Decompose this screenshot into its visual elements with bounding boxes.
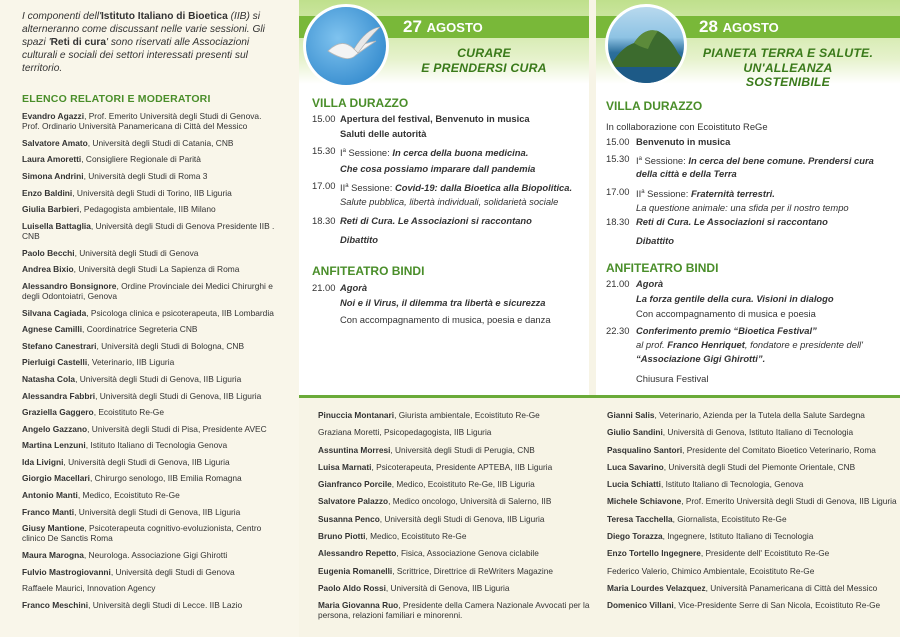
relatore-item xyxy=(318,410,599,420)
relatore-name: Natasha Cola xyxy=(22,373,76,384)
relatore-item xyxy=(318,583,599,593)
relatore-desc: , Presidente della Camera Nazionale Avvocati per la persona, relazioni familiari e minorenni. xyxy=(318,600,590,621)
relatore-desc: , Coordinatrice Segreteria CNB xyxy=(82,324,198,335)
relatore-desc: , Università Panamericana di Città del Messico xyxy=(705,582,878,593)
relatore-item xyxy=(22,281,281,301)
relatori-title: ELENCO RELATORI E MODERATORI xyxy=(22,93,211,105)
relatore-name: Silvana Cagiada xyxy=(22,307,87,318)
relatore-desc: , Università degli Studi di Genova, IIB Liguria xyxy=(75,373,242,384)
relatore-name: Simona Andrini xyxy=(22,170,84,181)
relatore-desc: , Presidente dell' Ecoistituto Re-Ge xyxy=(700,548,830,559)
relatore-item xyxy=(22,341,281,351)
relatore-name: Diego Torazza xyxy=(607,531,663,542)
relatore-desc: , Università degli Studi di Genova Presidente IIB . CNB xyxy=(22,220,275,241)
relatore-name: Michele Schiavone xyxy=(607,496,682,507)
relatore-desc: , Fisica, Associazione Genova ciclabile xyxy=(396,548,539,559)
relatore-desc: , Università degli Studi La Sapienza di Roma xyxy=(73,264,240,275)
relatore-name: Alessandra Fabbri xyxy=(22,390,96,401)
relatore-name: Luisella Battaglia xyxy=(22,220,91,231)
relatore-desc: , Università degli Studi di Torino, IIB Liguria xyxy=(72,187,232,198)
relatore-name: Graziella Gaggero xyxy=(22,407,94,418)
relatore-item xyxy=(22,188,281,198)
relatore-item xyxy=(22,138,281,148)
relatore-desc: Federico Valerio, Chimico Ambientale, Ecoistituto Re-Ge xyxy=(607,565,815,576)
relatore-item xyxy=(318,462,599,472)
relatore-name: Salvatore Palazzo xyxy=(318,496,389,507)
relatore-item xyxy=(22,221,281,241)
day1-panel: 27 AGOSTO CURARE E PRENDERSI CURA VILLA DURAZZO 15.00 Apertura del festival, Benvenuto in musica Saluti delle autorità 15.30 $I^a$ Sessione: In cerca della buona medicina. Che cosa possiamo imparare dall pandemia 17.00 $II^a$ Sessione: Covid-19: dalla Bioetica alla Biopolitica. Salute pubblica, libertà individuali, solidarietà sociale 18.30 Reti di Cura. Le Associazioni si raccontano Dibattito ANFITEATRO BINDI 21.00 Agorà Noi e il Virus, il dilemma tra libertà e sicurezza Con accompagnamento di musica, poesia e danza xyxy=(299,0,589,395)
relatore-item xyxy=(22,324,281,334)
relatore-name: Martina Lenzuni xyxy=(22,440,86,451)
relatore-item xyxy=(607,600,897,610)
relatore-name: Luca Savarino xyxy=(607,461,664,472)
relatore-desc: , Università degli Studi di Lecce. IIB Lazio xyxy=(88,599,243,610)
relatori-list-right xyxy=(607,410,897,618)
relatore-name: Franco Manti xyxy=(22,506,75,517)
relatore-item xyxy=(318,600,599,620)
relatore-desc: , Università degli Studi di Genova xyxy=(110,566,235,577)
relatore-name: Laura Amoretti xyxy=(22,154,82,165)
relatore-item xyxy=(607,445,897,455)
relatore-desc: , Istituto Italiano di Tecnologia, Genova xyxy=(660,479,804,490)
relatore-item xyxy=(22,248,281,258)
relatore-item xyxy=(22,440,281,450)
relatore-name: Enzo Baldini xyxy=(22,187,73,198)
relatore-name: Giulio Sandini xyxy=(607,427,663,438)
relatore-desc: , Giornalista, Ecoistituto Re-Ge xyxy=(672,513,787,524)
relatore-name: Ida Livigni xyxy=(22,456,64,467)
relatore-item xyxy=(318,548,599,558)
relatori-list-middle xyxy=(318,410,599,628)
relatore-item xyxy=(22,600,281,610)
seagull-photo xyxy=(303,4,389,88)
relatore-desc: , Scrittrice, Direttrice di ReWriters Magazine xyxy=(392,565,553,576)
relatore-name: Pierluigi Castelli xyxy=(22,357,88,368)
relatore-desc: , Università degli Studi di Perugia, CNB xyxy=(390,444,535,455)
relatore-item xyxy=(22,457,281,467)
day1-date: 27 AGOSTO xyxy=(403,17,483,36)
day1-title: CURARE E PRENDERSI CURA xyxy=(421,46,547,75)
relatore-name: Enzo Tortello Ingegnere xyxy=(607,548,701,559)
day2-date: 28 AGOSTO xyxy=(699,17,779,36)
relatore-desc: , Università degli Studi del Piemonte Orientale, CNB xyxy=(663,461,856,472)
relatore-item xyxy=(607,496,897,506)
relatore-item xyxy=(607,479,897,489)
day2-title: PIANETA TERRA E SALUTE. UN'ALLEANZA SOSTENIBILE xyxy=(702,46,874,89)
relatore-item xyxy=(22,550,281,560)
day2-venue-durazzo: VILLA DURAZZO xyxy=(606,99,703,113)
relatore-desc: , Vice-Presidente Serre di San Nicola, Ecoistituto Re-Ge xyxy=(673,600,881,611)
relatore-desc: , Università degli Studi di Genova, IIB Liguria xyxy=(95,390,262,401)
relatore-name: Domenico Villani xyxy=(607,600,674,611)
relatore-desc: , Ecoistituto Re-Ge xyxy=(93,407,164,418)
day2-collab: In collaborazione con Ecoistituto ReGe xyxy=(606,121,768,132)
relatore-item xyxy=(607,462,897,472)
relatore-name: Susanna Penco xyxy=(318,513,380,524)
relatore-item xyxy=(22,473,281,483)
relatore-name: Eugenia Romanelli xyxy=(318,565,393,576)
relatore-item xyxy=(22,111,281,131)
relatore-name: Paolo Aldo Rossi xyxy=(318,582,386,593)
relatore-item xyxy=(22,523,281,543)
relatore-name: Antonio Manti xyxy=(22,490,78,501)
relatore-desc: , Università degli Studi di Bologna, CNB xyxy=(96,340,245,351)
relatore-name: Agnese Camilli xyxy=(22,324,83,335)
relatore-name: Maura Marogna xyxy=(22,550,84,561)
relatore-name: Giusy Mantione xyxy=(22,523,85,534)
relatore-item xyxy=(607,427,897,437)
relatore-name: Gianfranco Porcile xyxy=(318,479,392,490)
relatore-item xyxy=(607,531,897,541)
relatore-name: Maria Giovanna Ruo xyxy=(318,600,399,611)
relatore-desc: , Psicoterapeuta cognitivo-evoluzionista, Centro clinico De Sanctis Roma xyxy=(22,523,262,544)
relatore-desc: , Ingegnere, Istituto Italiano di Tecnologia xyxy=(662,531,814,542)
relatore-desc: , Università degli Studi di Roma 3 xyxy=(83,170,208,181)
relatore-item xyxy=(318,531,599,541)
relatore-name: Giorgio Macellari xyxy=(22,473,90,484)
relatore-desc: , Veterinario, Azienda per la Tutela della Salute Sardegna xyxy=(654,410,865,420)
relatore-item xyxy=(22,374,281,384)
relatore-name: Andrea Bixio xyxy=(22,264,74,275)
relatore-name: Alessandro Repetto xyxy=(318,548,397,559)
relatore-name: Paolo Becchi xyxy=(22,247,75,258)
relatore-name: Lucia Schiatti xyxy=(607,479,661,490)
relatore-item xyxy=(22,583,281,593)
relatore-item xyxy=(22,407,281,417)
relatore-item xyxy=(607,410,897,420)
relatore-desc: , Università degli Studi di Genova, IIB Liguria xyxy=(379,513,545,524)
intro-paragraph: I componenti dell'Istituto Italiano di Bioetica (IIB) si alterneranno come discussant nelle varie sessioni. Gli spazi 'Reti di cura' sono riservati alle Associazioni culturali e sociali dei settori interessati presenti sul territorio. xyxy=(22,11,265,74)
relatore-item xyxy=(22,391,281,401)
relatore-item xyxy=(318,496,599,506)
relatore-desc: , Psicologa clinica e psicoterapeuta, IIB Lombardia xyxy=(86,307,274,318)
relatore-name: Assuntina Morresi xyxy=(318,444,391,455)
relatore-desc: , Medico, Ecoistituto Re-Ge xyxy=(365,531,467,542)
relatore-item xyxy=(607,548,897,558)
relatore-desc: , Ordine Provinciale dei Medici Chirurghi e degli Odontoiatri, Genova xyxy=(22,280,273,301)
relatore-desc: Raffaele Maurici, Innovation Agency xyxy=(22,583,156,594)
relatore-item xyxy=(318,479,599,489)
relatore-item xyxy=(318,445,599,455)
relatore-item xyxy=(607,566,897,576)
relatore-name: Bruno Piotti xyxy=(318,531,366,542)
relatore-desc: , Consigliere Regionale di Parità xyxy=(81,154,201,165)
relatore-desc: Graziana Moretti, Psicopedagogista, IIB Liguria xyxy=(318,427,492,438)
relatore-desc: , Medico, Ecoistituto Re-Ge, IIB Liguria xyxy=(391,479,535,490)
relatore-desc: , Giurista ambientale, Ecoistituto Re-Ge xyxy=(394,410,540,420)
relatore-item xyxy=(318,514,599,524)
relatore-desc: , Neurologa. Associazione Gigi Ghirotti xyxy=(83,550,228,561)
relatore-item xyxy=(607,583,897,593)
relatore-desc: , Università degli Studi di Genova xyxy=(74,247,199,258)
relatore-desc: , Medico oncologo, Università di Salerno, IIB xyxy=(388,496,552,507)
relatore-item xyxy=(22,308,281,318)
day1-venue-bindi: ANFITEATRO BINDI xyxy=(312,264,425,278)
day1-venue-durazzo: VILLA DURAZZO xyxy=(312,96,409,110)
relatore-item xyxy=(22,424,281,434)
relatore-desc: , Veterinario, IIB Liguria xyxy=(87,357,175,368)
relatore-item xyxy=(22,567,281,577)
relatore-desc: , Pedagogista ambientale, IIB Milano xyxy=(79,204,216,215)
relatore-item xyxy=(22,357,281,367)
day2-panel: 28 AGOSTO PIANETA TERRA E SALUTE. UN'ALLEANZA SOSTENIBILE VILLA DURAZZO In collaborazione con Ecoistituto ReGe 15.00 Benvenuto in musica 15.30 $I^a$ Sessione: In cerca del bene comune. Prendersi cura della città e della Terra 17.00 $II^a$ Sessione: Fraternità terrestri. La questione animale: una sfida per il nostro tempo 18.30 Reti di Cura. Le Associazioni si raccontano Dibattito ANFITEATRO BINDI 21.00 Agorà La forza gentile della cura. Visioni in dialogo Con accompagnamento di musica e poesia 22.30 Conferimento premio “Bioetica Festival” al prof. Franco Henriquet, fondatore e presidente dell' “Associazione Gigi Ghirotti”. Chiusura Festival xyxy=(596,0,900,395)
left-column xyxy=(0,0,299,637)
relatore-name: Gianni Salis xyxy=(607,410,655,420)
relatore-desc: , Università degli Studi di Genova, IIB Liguria xyxy=(74,506,241,517)
relatore-desc: , Prof. Emerito Università degli Studi di Genova. Prof. Ordinario Università Panamericana di Città del Messico xyxy=(22,111,262,132)
relatore-desc: , Università degli Studi di Catania, CNB xyxy=(87,137,234,148)
relatori-bottom xyxy=(299,395,900,637)
relatori-list-left xyxy=(22,111,281,610)
relatore-item xyxy=(22,507,281,517)
relatore-name: Teresa Tacchella xyxy=(607,513,673,524)
relatore-desc: , Università di Genova, Istituto Italiano di Tecnologia xyxy=(662,427,854,438)
relatore-desc: , Università degli Studi di Pisa, Presidente AVEC xyxy=(87,423,267,434)
relatore-name: Evandro Agazzi xyxy=(22,111,85,121)
relatore-item xyxy=(318,566,599,576)
relatore-name: Maria Lourdes Velazquez xyxy=(607,582,706,593)
relatore-name: Luisa Marnati xyxy=(318,461,372,472)
relatore-name: Salvatore Amato xyxy=(22,137,88,148)
relatore-name: Fulvio Mastrogiovanni xyxy=(22,566,111,577)
relatore-item xyxy=(318,427,599,437)
relatore-name: Pinuccia Montanari xyxy=(318,410,395,420)
relatore-desc: , Chirurgo senologo, IIB Emilia Romagna xyxy=(89,473,242,484)
relatore-desc: , Università di Genova, IIB Liguria xyxy=(385,582,510,593)
relatore-name: Alessandro Bonsignore xyxy=(22,280,117,291)
relatore-item xyxy=(22,171,281,181)
relatore-item xyxy=(22,204,281,214)
relatore-desc: , Prof. Emerito Università degli Studi di Genova, IIB Liguria xyxy=(681,496,897,507)
relatore-desc: , Presidente del Comitato Bioetico Veterinario, Roma xyxy=(682,444,876,455)
relatore-desc: , Medico, Ecoistituto Re-Ge xyxy=(77,490,180,501)
island-photo xyxy=(605,4,687,86)
relatore-desc: , Istituto Italiano di Tecnologia Genova xyxy=(85,440,228,451)
relatore-name: Angelo Gazzano xyxy=(22,423,88,434)
relatore-name: Pasqualino Santori xyxy=(607,444,683,455)
relatore-desc: , Psicoterapeuta, Presidente APTEBA, IIB Liguria xyxy=(371,461,553,472)
relatore-name: Giulia Barbieri xyxy=(22,204,80,215)
day2-venue-bindi: ANFITEATRO BINDI xyxy=(606,261,719,275)
relatore-desc: , Università degli Studi di Genova, IIB Liguria xyxy=(63,456,230,467)
relatore-item xyxy=(22,490,281,500)
relatore-name: Stefano Canestrari xyxy=(22,340,97,351)
relatore-item xyxy=(22,154,281,164)
relatore-item xyxy=(607,514,897,524)
relatore-item xyxy=(22,264,281,274)
relatore-name: Franco Meschini xyxy=(22,599,89,610)
